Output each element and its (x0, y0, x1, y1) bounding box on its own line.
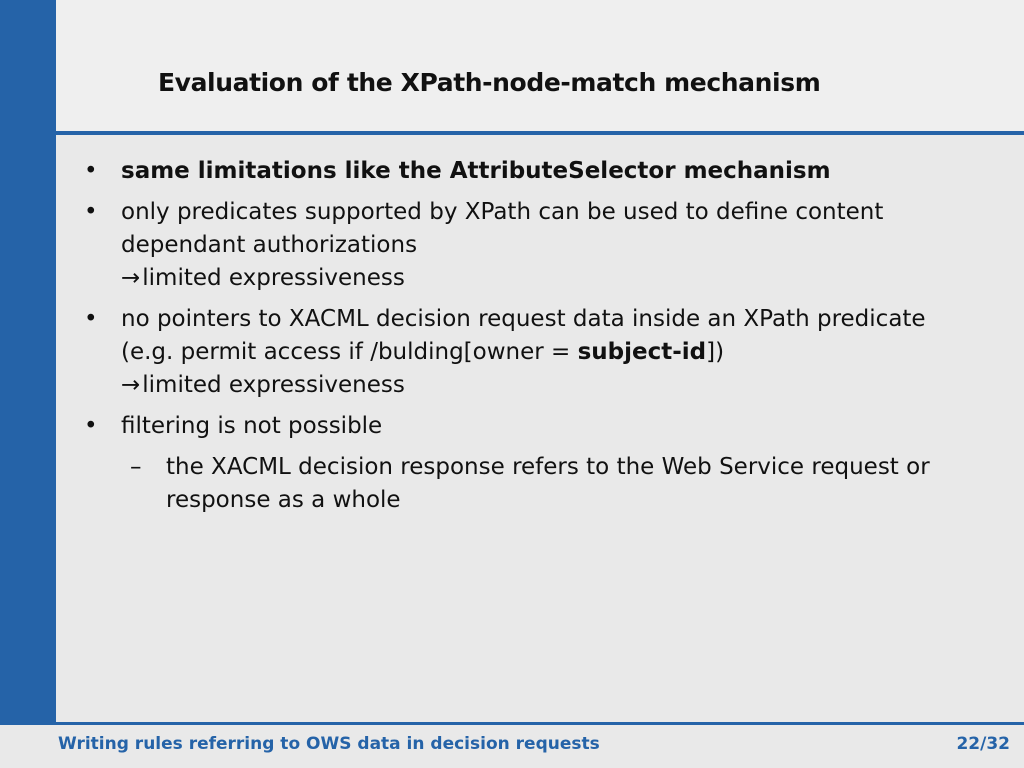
bullet-item (80, 410, 1010, 443)
title-area (56, 0, 1024, 131)
bullet-text-line: dependant authorizations (121, 232, 418, 258)
bullet-text-line: no pointers to XACML decision request data inside an XPath predicate (121, 306, 926, 332)
sub-bullet-item (80, 451, 1010, 517)
bullet-text: filtering is not possible (121, 413, 383, 439)
bullet-item (80, 155, 1010, 188)
arrow-right-icon: → (121, 372, 141, 398)
page-number: 22/32 (956, 734, 1010, 754)
bullet-mark: • (84, 158, 98, 184)
bullet-item (80, 303, 1010, 402)
bullet-mark: • (84, 306, 98, 332)
sub-bullet-text-line: or response as a whole (166, 454, 930, 513)
bullet-text-line (121, 336, 1010, 369)
conclusion-text: limited expressiveness (142, 265, 405, 291)
footer-divider (0, 722, 1024, 725)
bullet-item (80, 196, 1010, 295)
slide-content (80, 155, 1010, 525)
bullet-conclusion (121, 369, 1010, 402)
left-accent-bar (0, 0, 56, 722)
footer-title: Writing rules referring to OWS data in decision requests (58, 734, 600, 754)
arrow-right-icon: → (121, 265, 141, 291)
slide-title: Evaluation of the XPath-node-match mechanism (158, 68, 821, 97)
bullet-text-line: only predicates supported by XPath can be used to define content (121, 199, 884, 225)
conclusion-text: limited expressiveness (142, 372, 405, 398)
bullet-conclusion (121, 262, 1010, 295)
dash-mark: – (130, 454, 142, 480)
text-segment-bold: subject-id (577, 339, 707, 365)
text-segment: ]) (706, 339, 725, 365)
text-segment: (e.g. permit access if /bulding[owner = (121, 339, 578, 365)
bullet-mark: • (84, 199, 98, 225)
sub-bullet-text-line: the XACML decision response refers to the Web Service request (166, 454, 899, 480)
title-divider (56, 131, 1024, 135)
bullet-text: same limitations like the AttributeSelector mechanism (121, 158, 831, 184)
bullet-mark: • (84, 413, 98, 439)
